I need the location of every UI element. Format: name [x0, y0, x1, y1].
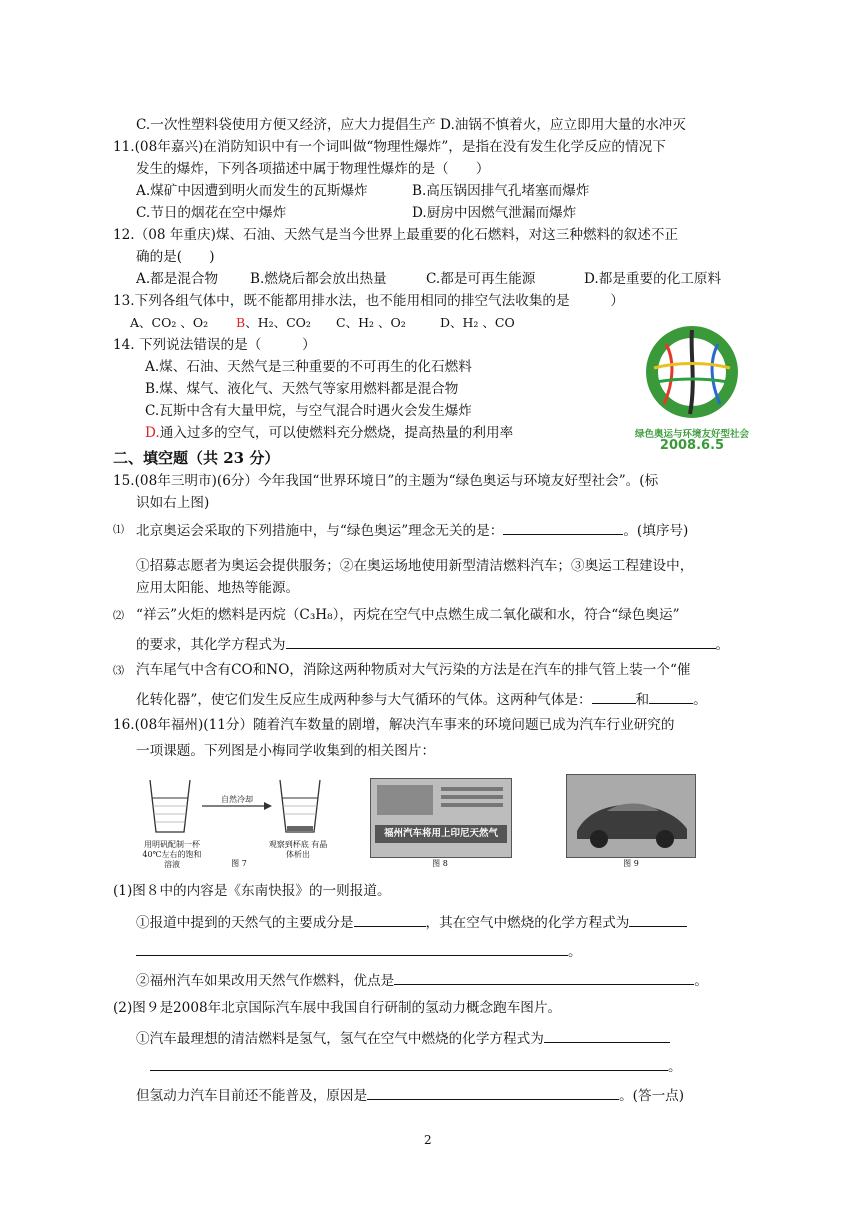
figure-7-caption: 图 7: [231, 859, 247, 868]
q11-stem-cont: 发生的爆炸，下列各项描述中属于物理性爆炸的是（ ）: [136, 161, 490, 177]
q16-1a-prompt-mid: ，其在空气中燃烧的化学方程式为: [425, 915, 630, 931]
q10-options-cd: C.一次性塑料袋使用方便又经济，应大力提倡生产 D.油锅不慎着火，应立即用大量的水冲灭: [136, 117, 686, 133]
q15-2-text: “祥云”火炬的燃料是丙烷（C₃H₈），丙烷在空气中点燃生成二氧化碳和水，符合“绿色奥运”: [136, 607, 680, 623]
q16-2a-prompt: ①汽车最理想的清洁燃料是氢气，氢气在空气中燃烧的化学方程式为: [136, 1031, 544, 1047]
q15-3-answer-blank-2[interactable]: [649, 689, 693, 704]
q15-2-number: ⑵: [113, 609, 124, 622]
q15-3-and: 和: [635, 692, 650, 708]
figure-7-arrow-label: 自然冷却: [221, 795, 253, 804]
q15-2-period: 。: [715, 637, 730, 653]
q14-option-b: B.煤、煤气、液化气、天然气等家用燃料都是混合物: [145, 381, 459, 397]
q16-2a-cont: [150, 1056, 682, 1076]
figure-8-headline: 福州汽车将用上印尼天然气: [375, 825, 507, 843]
q15-2-answer-blank[interactable]: [286, 634, 716, 649]
q16-stem-cont: 一项课题。下列图是小梅同学收集到的相关图片：: [136, 743, 436, 759]
logo-slogan: 绿色奥运与环境友好型社会: [634, 429, 749, 440]
q16-1-stem: (1)图８中的内容是《东南快报》的一则报道。: [113, 883, 391, 899]
q16-stem: 16.(08年福州)(11分）随着汽车数量的剧增，解决汽车事来的环境问题已成为汽车行业研究的: [113, 717, 675, 733]
q14-option-d: [145, 424, 513, 442]
q11-option-b: B.高压锅因排气孔堵塞而爆炸: [412, 183, 590, 199]
q15-3-text: 汽车尾气中含有CO和NO，消除这两种物质对大气污染的方法是在汽车的排气管上装一个“催: [136, 662, 691, 678]
q11-option-c: C.节日的烟花在空中爆炸: [136, 205, 287, 221]
q15-1-options-cont: 应用太阳能、地热等能源。: [136, 580, 300, 596]
q16-1a-answer-blank-3[interactable]: [136, 941, 568, 956]
q13-option-a: A、CO₂ 、O₂: [130, 315, 209, 330]
q14-option-a: A.煤、石油、天然气是三种重要的不可再生的化石燃料: [145, 359, 472, 375]
q16-1a-answer-blank-2[interactable]: [629, 912, 687, 927]
q16-1a-period: 。: [568, 944, 582, 960]
q15-2-text-cont: [136, 634, 729, 654]
q16-2b-prompt: 但氢动力汽车目前还不能普及，原因是: [136, 1088, 368, 1104]
q14-option-c: C.瓦斯中含有大量甲烷，与空气混合时遇火会发生爆炸: [145, 403, 472, 419]
page-number: 2: [424, 1133, 432, 1147]
q15-1-number: ⑴: [113, 523, 124, 536]
figure-7-drawing: [140, 776, 330, 838]
green-olympics-logo: [636, 322, 748, 456]
figure-9-caption: 图 9: [623, 859, 639, 868]
q16-1b-prompt: ②福州汽车如果改用天然气作燃料，优点是: [136, 973, 395, 989]
q14-option-d-text: 通入过多的空气，可以使燃料充分燃烧，提高热量的利用率: [159, 425, 514, 441]
q14-stem: 14. 下列说法错误的是（ ）: [113, 337, 316, 353]
q16-2-stem: (2)图９是2008年北京国际汽车展中我国自行研制的氢动力概念跑车图片。: [113, 1000, 562, 1016]
q13-option-d: D、H₂ 、CO: [440, 315, 515, 330]
q13-option-b-text: 、H₂、CO₂: [245, 315, 311, 330]
figure-8-photo: [377, 785, 433, 815]
q13-option-b: [236, 314, 311, 332]
q15-3-prompt: 化转化器”，使它们发生反应生成两种参与大气循环的气体。这两种气体是：: [136, 692, 592, 708]
q16-2a: [136, 1028, 670, 1048]
q15-1-prompt: 北京奥运会采取的下列措施中，与“绿色奥运”理念无关的是：: [136, 523, 504, 539]
q16-1a-prompt: ①报道中提到的天然气的主要成分是: [136, 915, 354, 931]
q15-3-answer-blank-1[interactable]: [592, 689, 636, 704]
section-heading: 二、填空题（共 23 分）: [113, 449, 280, 467]
q16-2a-answer-blank-1[interactable]: [544, 1028, 670, 1043]
q16-1a: [136, 912, 687, 932]
q15-3-number: ⑶: [113, 664, 124, 677]
figure-7: [140, 776, 330, 868]
q16-1b: [136, 970, 708, 990]
q13-option-c: C、H₂ 、O₂: [336, 315, 406, 330]
q16-2b: [136, 1085, 684, 1105]
q15-1-suffix: 。(填序号): [623, 523, 689, 539]
q15-1-options: ①招募志愿者为奥运会提供服务；②在奥运场地使用新型清洁燃料汽车；③奥运工程建设中，: [136, 558, 694, 574]
q16-1a-cont: [136, 941, 582, 961]
q16-1b-period: 。: [694, 973, 708, 989]
figure-8: [370, 778, 512, 858]
q12-option-a: A.都是混合物: [136, 271, 219, 287]
q11-option-d: D.厨房中因燃气泄漏而爆炸: [412, 205, 577, 221]
q16-2b-suffix: 。(答一点): [619, 1088, 685, 1104]
q15-3-text-cont: [136, 689, 707, 709]
q15-1-answer-blank[interactable]: [503, 520, 623, 535]
q11-option-a: A.煤矿中因遭到明火而发生的瓦斯爆炸: [136, 183, 368, 199]
q15-3-period: 。: [693, 692, 707, 708]
q12-stem: 12.（08 年重庆)煤、石油、天然气是当今世界上最重要的化石燃料，对这三种燃料的叙述不正: [113, 227, 679, 243]
q16-1b-answer-blank[interactable]: [394, 970, 694, 985]
q12-option-b: B.燃烧后都会放出热量: [250, 271, 387, 287]
q14-option-d-letter: D.: [145, 425, 160, 441]
q12-option-c: C.都是可再生能源: [426, 271, 536, 287]
q15-stem-cont: 识如右上图): [136, 495, 210, 511]
logo-date: 2008.6.5: [659, 438, 725, 453]
q13-option-b-letter: B: [236, 315, 246, 330]
q16-2a-period: 。: [668, 1059, 682, 1075]
figure-8-caption: 图 8: [432, 859, 448, 868]
q11-stem: 11.(08年嘉兴)在消防知识中有一个词叫做“物理性爆炸”，是指在没有发生化学反应的情况下: [113, 139, 666, 155]
q16-2a-answer-blank-2[interactable]: [150, 1056, 668, 1071]
q12-stem-cont: 确的是( ): [136, 249, 215, 265]
q15-2-prompt: 的要求，其化学方程式为: [136, 637, 286, 653]
figure-7-left-caption: 用明矾配制一杯 40℃左右的饱和溶液: [142, 840, 202, 869]
figure-9: [566, 774, 696, 858]
q16-1a-answer-blank-1[interactable]: [354, 912, 426, 927]
q15-stem: 15.(08年三明市)(6分）今年我国“世界环境日”的主题为“绿色奥运与环境友好型社会”。(标: [113, 473, 659, 489]
q12-option-d: D.都是重要的化工原料: [584, 271, 722, 287]
q16-2b-answer-blank[interactable]: [367, 1085, 619, 1100]
figure-7-right-caption: 观察到杯底 有晶体析出: [268, 840, 328, 859]
q15-1-text: [136, 520, 688, 540]
figure-9-car: [567, 775, 695, 857]
q13-stem: 13.下列各组气体中，既不能都用排水法，也不能用相同的排空气法收集的是 ）: [113, 293, 624, 309]
